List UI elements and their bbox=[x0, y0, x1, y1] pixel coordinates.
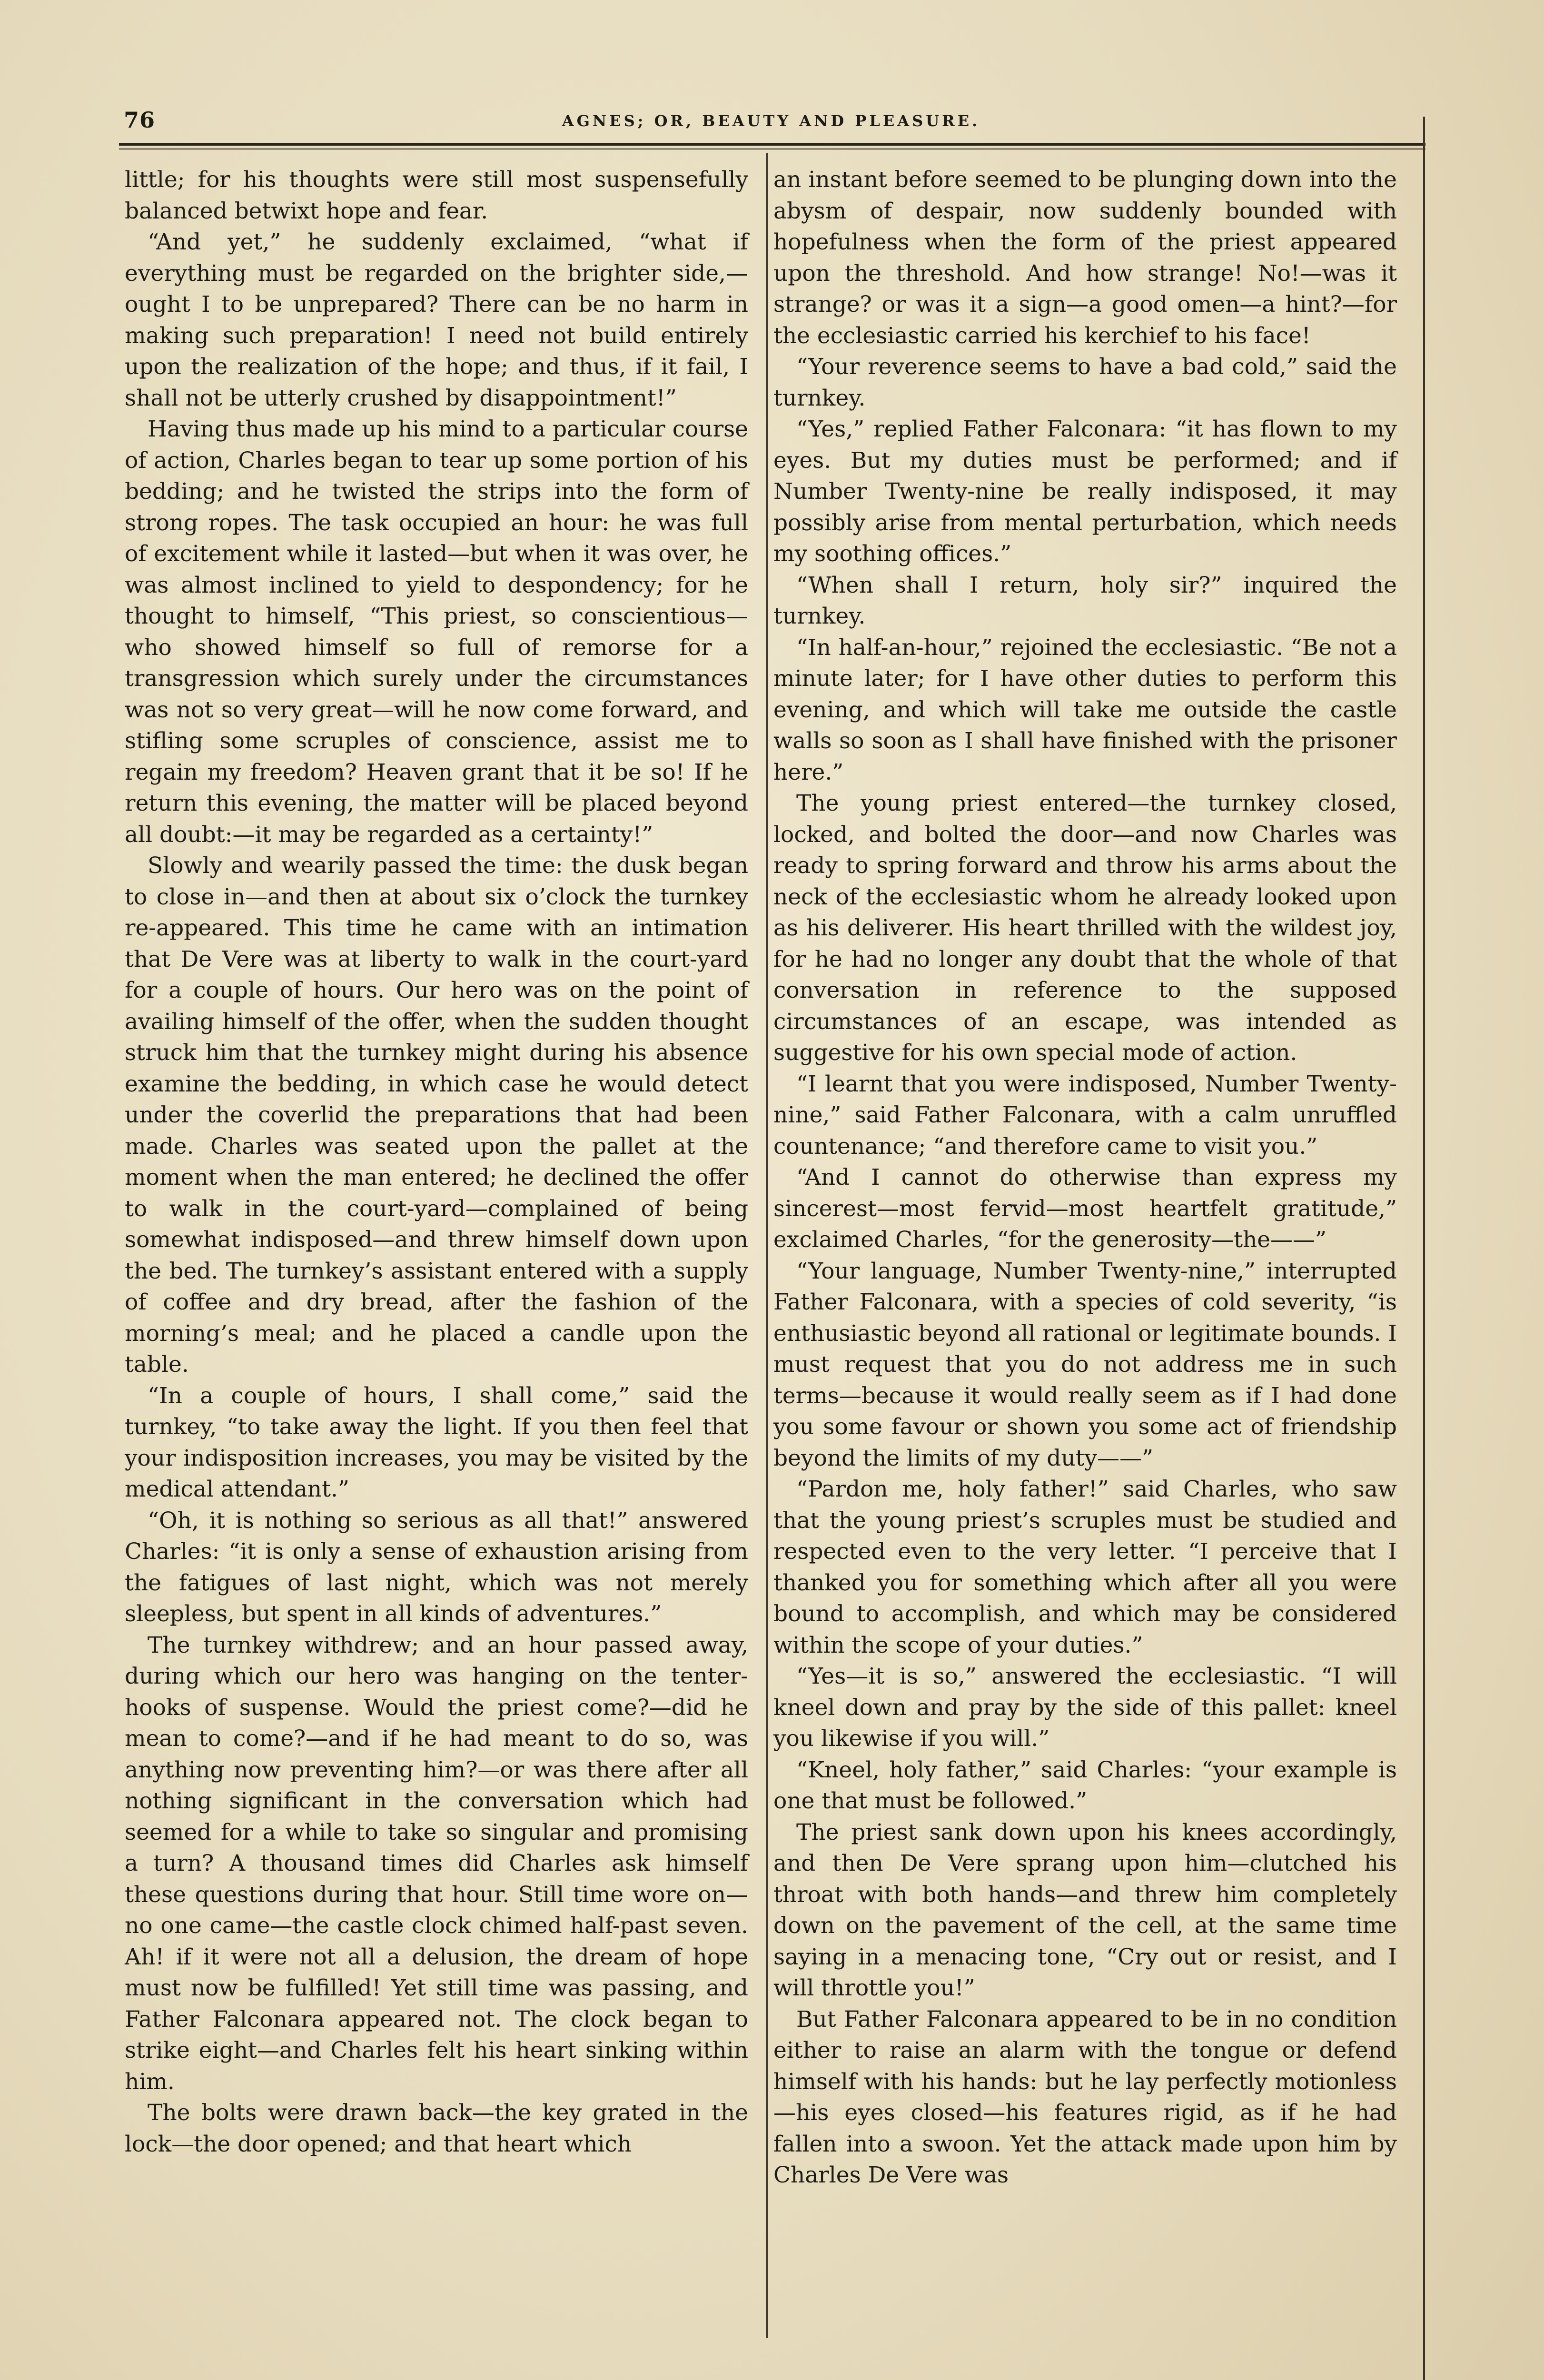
paragraph: But Father Falconara appeared to be in no condition either to raise an alarm with the tongue or defend himself with his hands: but he lay perfectly motionless—his eyes closed—his features rigid, as if he had fallen into a swoon. Yet the attack made upon him by Charles De Vere was bbox=[773, 2006, 1397, 2188]
paragraph: “When shall I return, holy sir?” inquired the turnkey. bbox=[773, 572, 1397, 629]
paragraph: “Kneel, holy father,” said Charles: “your example is one that must be followed.” bbox=[773, 1756, 1397, 1814]
page-number: 76 bbox=[124, 107, 156, 133]
paragraph: “Oh, it is nothing so serious as all that!” answered Charles: “it is only a sense of exhaustion arising from the fatigues of last night, which was not merely sleepless, but spent in all kinds of adventures.” bbox=[125, 1507, 748, 1627]
paragraph: “In half-an-hour,” rejoined the ecclesiastic. “Be not a minute later; for I have other duties to perform this evening, and which will take me outside the castle walls so soon as I shall have finished with the prisoner here.” bbox=[773, 634, 1397, 785]
paragraph: “Your reverence seems to have a bad cold,” said the turnkey. bbox=[773, 354, 1397, 411]
paragraph: Having thus made up his mind to a particular course of action, Charles began to tear up some portion of his bedding; and he twisted the strips into the form of strong ropes. The task occupied an hour: he was full of excitement while it lasted—but when it was over, he was almost inclined to yield to despondency; for he thought to himself, “This priest, so conscientious—who showed himself so full of remorse for a transgression which surely under the circumstances was not so very great—will he now come forward, and stifling some scruples of conscience, assist me to regain my freedom? Heaven grant that it be so! If he return this evening, the matter will be placed beyond all doubt:—it may be regarded as a certainty!” bbox=[125, 416, 748, 848]
paragraph: an instant before seemed to be plunging down into the abysm of despair, now suddenly bounded with hopefulness when the form of the priest appeared upon the threshold. And how strange! No!—was it strange? or was it a sign—a good omen—a hint?—for the ecclesiastic carried his kerchief to his face! bbox=[773, 167, 1397, 349]
paragraph: “Yes—it is so,” answered the ecclesiastic. “I will kneel down and pray by the side of this pallet: kneel you likewise if you will.” bbox=[773, 1663, 1397, 1752]
paragraph: “And I cannot do otherwise than express my sincerest—most fervid—most heartfelt gratitude,” exclaimed Charles, “for the generosity—the——” bbox=[773, 1164, 1397, 1253]
paragraph: “In a couple of hours, I shall come,” said the turnkey, “to take away the light. If you then feel that your indisposition increases, you may be visited by the medical attendant.” bbox=[125, 1382, 748, 1502]
page-border-right bbox=[1423, 117, 1425, 2380]
running-head bbox=[124, 107, 1418, 140]
paragraph: Slowly and wearily passed the time: the dusk began to close in—and then at about six o’clock the turnkey re-appeared. This time he came with an intimation that De Vere was at liberty to walk in the court-yard for a couple of hours. Our hero was on the point of availing himself of the offer, when the sudden thought struck him that the turnkey might during his absence examine the bedding, in which case he would detect under the coverlid the preparations that had been made. Charles was seated upon the pallet at the moment when the man entered; he declined the offer to walk in the court-yard—complained of being somewhat indisposed—and threw himself down upon the bed. The turnkey’s assistant entered with a supply of coffee and dry bread, after the fashion of the morning’s meal; and he placed a candle upon the table. bbox=[125, 853, 748, 1378]
paragraph: The turnkey withdrew; and an hour passed away, during which our hero was hanging on the tenter-hooks of suspense. Would the priest come?—did he mean to come?—and if he had meant to do so, was anything now preventing him?—or was there after all nothing significant in the conversation which had seemed for a while to take so singular and promising a turn? A thousand times did Charles ask himself these questions during that hour. Still time wore on—no one came—the castle clock chimed half-past seven. Ah! if it were not all a delusion, the dream of hope must now be fulfilled! Yet still time was passing, and Father Falconara appeared not. The clock began to strike eight—and Charles felt his heart sinking within him. bbox=[125, 1632, 748, 2095]
right-column bbox=[773, 164, 1397, 2191]
running-title: AGNES; OR, BEAUTY AND PLEASURE. bbox=[562, 112, 980, 130]
paragraph: “I learnt that you were indisposed, Number Twenty-nine,” said Father Falconara, with a calm unruffled countenance; “and therefore came to visit you.” bbox=[773, 1071, 1397, 1160]
paragraph: The priest sank down upon his knees accordingly, and then De Vere sprang upon him—clutched his throat with both hands—and threw him completely down on the pavement of the cell, at the same time saying in a menacing tone, “Cry out or resist, and I will throttle you!” bbox=[773, 1819, 1397, 2001]
header-rule bbox=[119, 143, 1425, 146]
column-divider bbox=[766, 153, 768, 2338]
paragraph: “Pardon me, holy father!” said Charles, who saw that the young priest’s scruples must be studied and respected even to the very letter. “I perceive that I thanked you for something which after all you were bound to accomplish, and which may be considered within the scope of your duties.” bbox=[773, 1476, 1397, 1658]
paragraph: The bolts were drawn back—the key grated in the lock—the door opened; and that heart which bbox=[125, 2100, 748, 2157]
paragraph: “And yet,” he suddenly exclaimed, “what if everything must be regarded on the brighter side,—ought I to be unprepared? There can be no harm in making such preparation! I need not build entirely upon the realization of the hope; and thus, if it fail, I shall not be utterly crushed by disappointment!” bbox=[125, 229, 748, 411]
paragraph: “Your language, Number Twenty-nine,” interrupted Father Falconara, with a species of cold severity, “is enthusiastic beyond all rational or legitimate bounds. I must request that you do not address me in such terms—because it would really seem as if I had done you some favour or shown you some act of friendship beyond the limits of my duty——” bbox=[773, 1258, 1397, 1471]
paragraph: little; for his thoughts were still most suspensefully balanced betwixt hope and fear. bbox=[125, 167, 748, 224]
paragraph: The young priest entered—the turnkey closed, locked, and bolted the door—and now Charles was ready to spring forward and throw his arms about the neck of the ecclesiastic whom he already looked upon as his deliverer. His heart thrilled with the wildest joy, for he had no longer any doubt that the whole of that conversation in reference to the supposed circumstances of an escape, was intended as suggestive for his own special mode of action. bbox=[773, 790, 1397, 1066]
paragraph: “Yes,” replied Father Falconara: “it has flown to my eyes. But my duties must be performed; and if Number Twenty-nine be really indisposed, it may possibly arise from mental perturbation, which needs my soothing offices.” bbox=[773, 416, 1397, 567]
left-column bbox=[125, 164, 748, 2160]
